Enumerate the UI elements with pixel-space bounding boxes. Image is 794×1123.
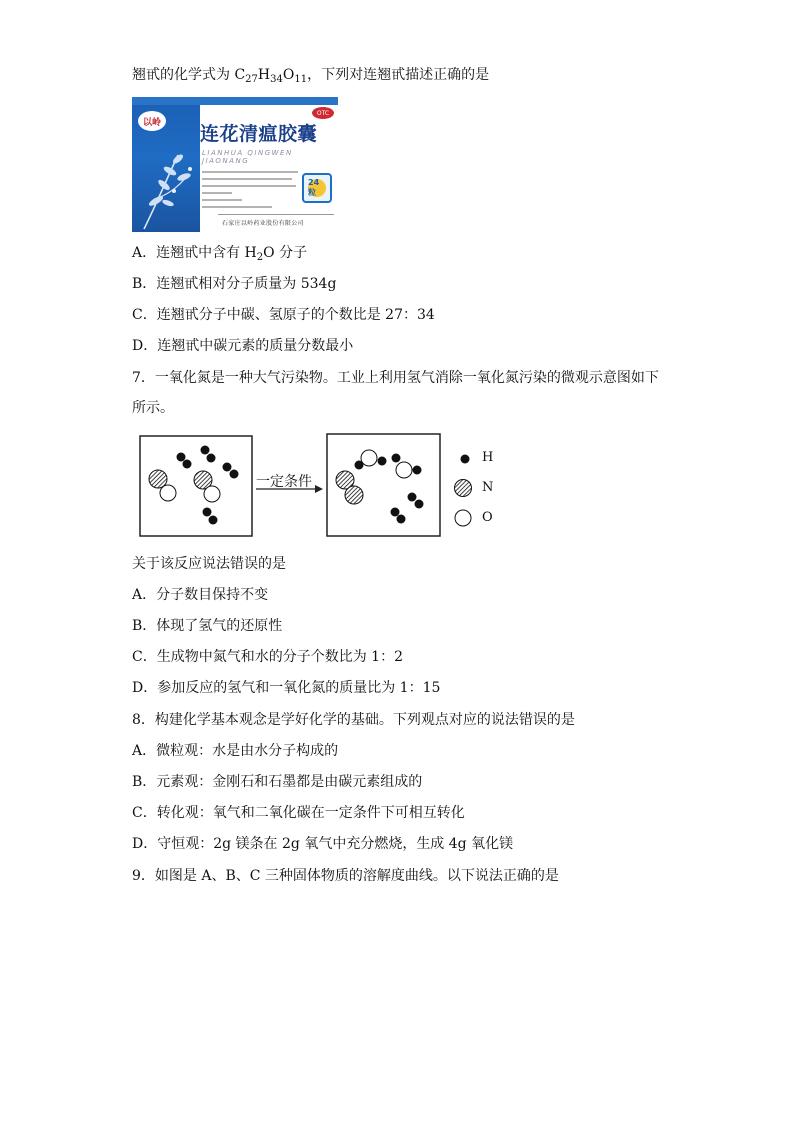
q7-stem-line1: 7．一氧化氮是一种大气污染物。工业上利用氢气消除一氧化氮污染的微观示意图如下 — [132, 370, 659, 386]
legend-h-label: H — [482, 450, 494, 465]
legend-o-icon — [455, 510, 471, 526]
q8-option-b: B．元素观：金刚石和石墨都是由碳元素组成的 — [132, 774, 423, 790]
q7-option-b: B．体现了氢气的还原性 — [132, 618, 283, 634]
q8-option-a: A．微粒观：水是由水分子构成的 — [132, 743, 339, 759]
q7-stem-line2: 所示。 — [132, 400, 174, 416]
q7-question: 关于该反应说法错误的是 — [132, 556, 286, 572]
arrow-head-icon — [315, 485, 323, 493]
reaction-condition-label: 一定条件 — [256, 474, 312, 490]
q7-option-c: C．生成物中氮气和水的分子个数比为 1：2 — [132, 649, 403, 665]
legend-h-icon — [461, 455, 470, 464]
q8-option-d: D．守恒观：2g 镁条在 2g 氧气中充分燃烧，生成 4g 氧化镁 — [132, 836, 514, 852]
q7-option-d: D．参加反应的氢气和一氧化氮的质量比为 1：15 — [132, 680, 441, 696]
q6-option-a: A．连翘甙中含有 $H_2O$ 分子 — [132, 245, 308, 263]
q7-option-a: A．分子数目保持不变 — [132, 587, 269, 603]
q6-option-d: D．连翘甙中碳元素的质量分数最小 — [132, 338, 354, 354]
intro-line: 翘甙的化学式为 $C_{27}H_{34}O_{11}$，下列对连翘甙描述正确的是 — [132, 67, 490, 85]
q8-option-c: C．转化观：氧气和二氧化碳在一定条件下可相互转化 — [132, 805, 465, 821]
legend-n-label: N — [482, 480, 494, 495]
brand-logo: 以岭 — [138, 111, 166, 131]
legend-n-icon — [455, 480, 472, 497]
count-badge: 24粒 — [302, 173, 332, 203]
product-pinyin: LIANHUA QINGWEN JIAONANG — [202, 149, 293, 165]
q8-stem: 8．构建化学基本观念是学好化学的基础。下列观点对应的说法错误的是 — [132, 712, 575, 728]
q6-option-b: B．连翘甙相对分子质量为 534g — [132, 276, 337, 292]
legend-o-label: O — [482, 510, 493, 525]
q9-stem: 9．如图是 A、B、C 三种固体物质的溶解度曲线。以下说法正确的是 — [132, 868, 559, 884]
manufacturer-text: 石家庄以岭药业股份有限公司 — [222, 220, 304, 227]
otc-badge: OTC — [312, 107, 334, 119]
q6-option-c: C．连翘甙分子中碳、氢原子的个数比是 27：34 — [132, 307, 435, 323]
product-name: 连花清瘟胶囊 — [200, 123, 318, 145]
